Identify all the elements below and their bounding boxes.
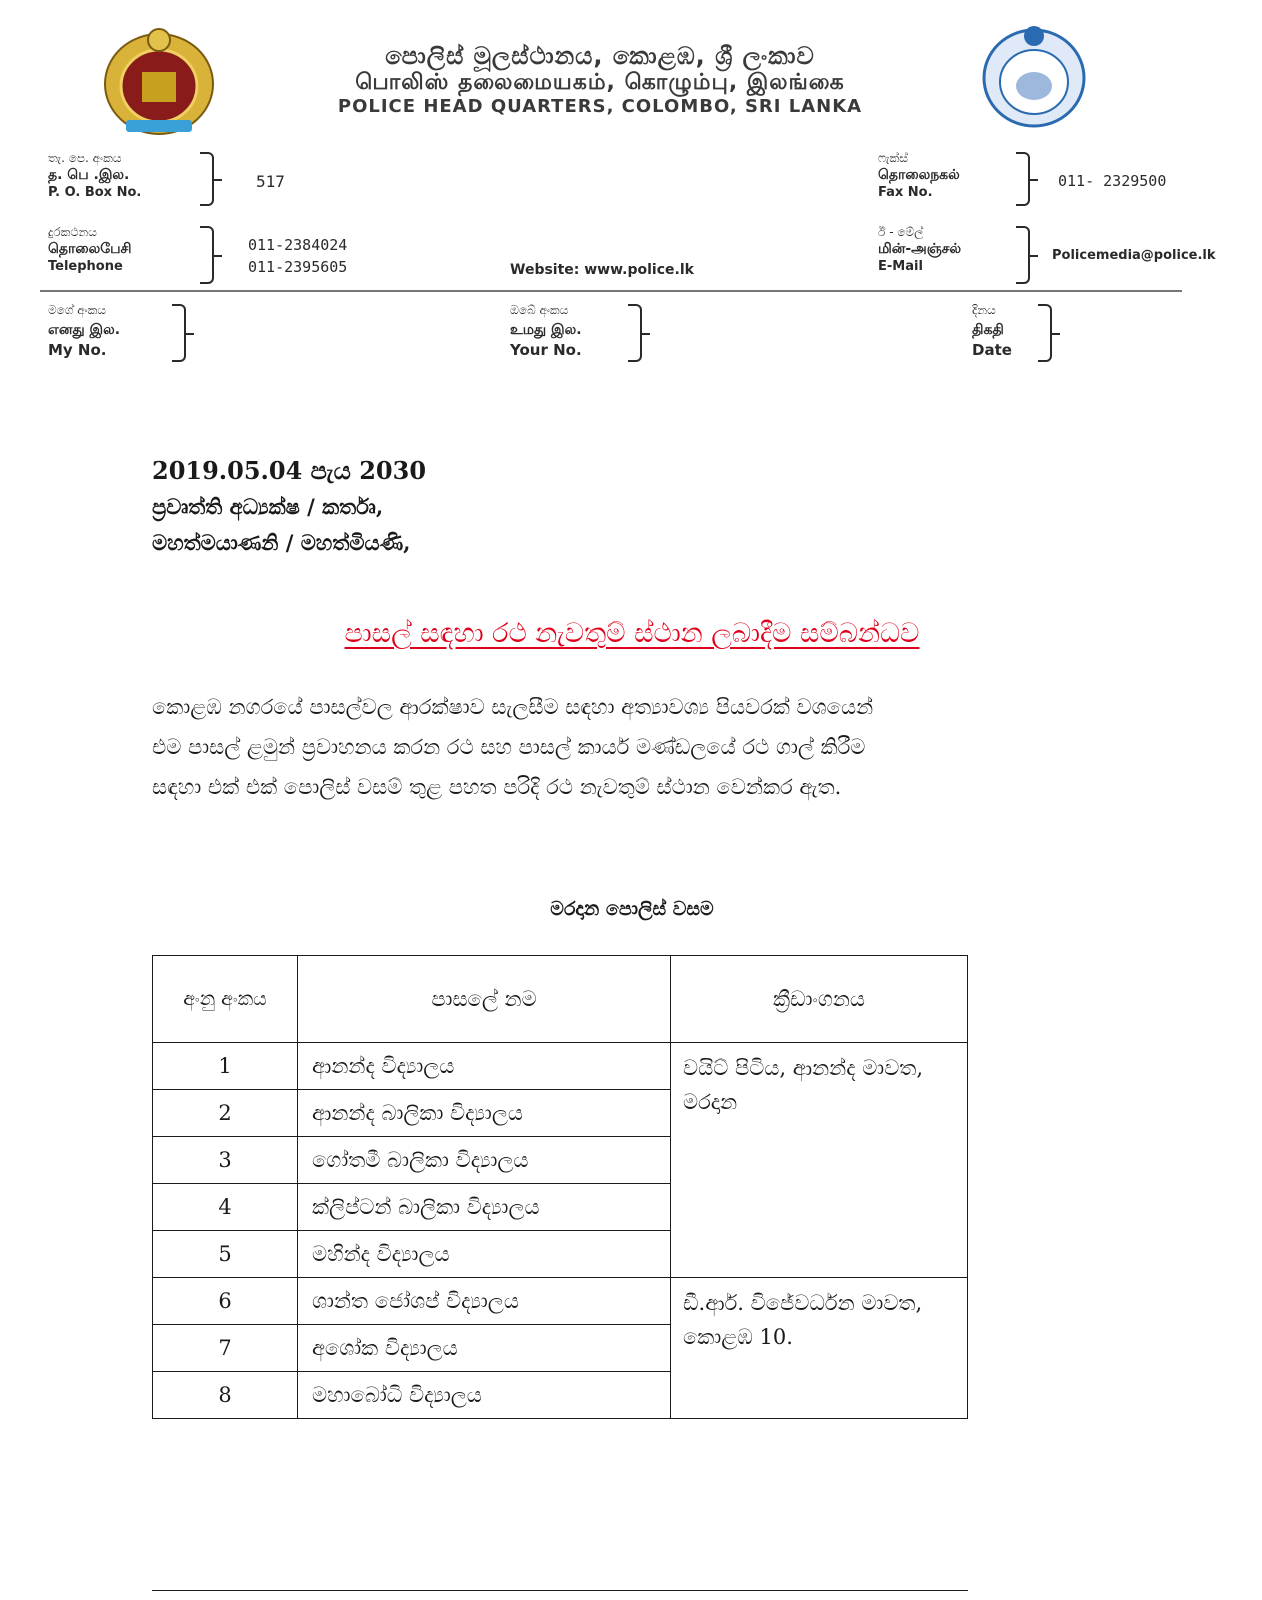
po-box-value: 517 — [256, 172, 285, 191]
row-school-name: ආනන්ද විද්‍යාලය — [298, 1043, 671, 1090]
row-school-name: මහින්ද විද්‍යාලය — [298, 1231, 671, 1278]
parking-locations-table — [152, 955, 968, 1419]
telephone-value-1: 011-2384024 — [248, 236, 348, 254]
footer-rule — [152, 1590, 968, 1591]
police-crest-logo — [100, 26, 218, 136]
your-no-label: ඔබේ අංකය உமது இல. Your No. — [510, 303, 582, 359]
row-number: 8 — [153, 1372, 298, 1419]
header-school-name: පාසලේ නම — [298, 956, 671, 1043]
letterhead-divider — [40, 290, 1182, 292]
header-ground: ක්‍රීඩාංගනය — [671, 956, 968, 1043]
row-school-name: මහාබෝධි විද්‍යාලය — [298, 1372, 671, 1419]
table-header-row — [153, 956, 968, 1043]
subject-heading: පාසල් සඳහා රථ නැවතුම් ස්ථාන ලබාදීම සම්බන්ධව — [344, 618, 920, 649]
letterhead-title-english: POLICE HEAD QUARTERS, COLOMBO, SRI LANKA — [337, 96, 863, 117]
police-emblem-blue-logo — [978, 22, 1090, 132]
dateline: 2019.05.04 පැය 2030 — [152, 456, 427, 485]
letterhead-title-tamil: பொலிஸ் தலைமையகம், கொழும்பு, இலங்கை — [355, 70, 845, 95]
row-school-name: ගෝතමී බාලිකා විද්‍යාලය — [298, 1137, 671, 1184]
email-value: Policemedia@police.lk — [1052, 248, 1216, 263]
my-no-label: මගේ අංකය எனது இல. My No. — [48, 303, 121, 359]
po-box-brace — [200, 152, 214, 206]
row-number: 6 — [153, 1278, 298, 1325]
website-text: Website: www.police.lk — [510, 262, 694, 278]
salutation: මහත්මයාණනි / මහත්මියණි, — [152, 530, 411, 555]
row-number: 4 — [153, 1184, 298, 1231]
table-row — [153, 1043, 968, 1090]
header-number: අංනු අංකය — [153, 956, 298, 1043]
ground-cell-1: වයිට් පිටිය, ආනන්ද මාවත, මරදාන — [671, 1043, 968, 1278]
row-number: 5 — [153, 1231, 298, 1278]
email-brace — [1016, 226, 1030, 284]
email-label: ඊ - මේල් மின்-அஞ்சல் E-Mail — [878, 225, 962, 274]
body-paragraph-line-3: සඳහා එක් එක් පොලිස් වසම් තුළ පහත පරිදි රථ නැවතුම් ස්ථාන වෙන්කර ඇත. — [152, 775, 842, 799]
table-row — [153, 1278, 968, 1325]
fax-brace — [1016, 152, 1030, 206]
row-school-name: ක්ලිප්ටන් බාලිකා විද්‍යාලය — [298, 1184, 671, 1231]
telephone-brace — [200, 226, 214, 284]
fax-label: ෆැක්ස් தொலைநகல் Fax No. — [878, 151, 960, 200]
row-school-name: අශෝක විද්‍යාලය — [298, 1325, 671, 1372]
date-brace — [1038, 304, 1052, 362]
ground-cell-2: ඩී.ආර්. විජේවර්ධන මාවත, කොළඹ 10. — [671, 1278, 968, 1419]
letterhead-title-sinhala: පොලිස් මූලස්ථානය, කොළඹ, ශ්‍රී ලංකාව — [385, 42, 815, 70]
row-number: 1 — [153, 1043, 298, 1090]
row-number: 7 — [153, 1325, 298, 1372]
row-number: 3 — [153, 1137, 298, 1184]
row-number: 2 — [153, 1090, 298, 1137]
po-box-label: තැ. පෙ. අංකය த. பெ .இல. P. O. Box No. — [48, 151, 142, 200]
your-no-brace — [628, 304, 642, 362]
row-school-name: ශාන්ත ජෝශප් විද්‍යාලය — [298, 1278, 671, 1325]
my-no-brace — [172, 304, 186, 362]
telephone-label: දුරකථනය தொலைபேசி Telephone — [48, 225, 132, 274]
row-school-name: ආනන්ද බාලිකා විද්‍යාලය — [298, 1090, 671, 1137]
body-paragraph-line-2: එම පාසල් ළමුන් ප්‍රවාහනය කරන රථ සහ පාසල් කාර්ය මණ්ඩලයේ රථ ගාල් කිරීම — [152, 735, 866, 759]
telephone-value-2: 011-2395605 — [248, 258, 348, 276]
date-label: දිනය திகதி Date — [972, 303, 1012, 359]
body-paragraph-line-1: කොළඹ නගරයේ පාසල්වල ආරක්ෂාව සැලසීම සඳහා අත්‍යාවශ්‍ය පියවරක් වශයෙන් — [152, 695, 874, 719]
fax-value: 011- 2329500 — [1058, 172, 1167, 190]
addressee-line: ප්‍රවෘත්ති අධ්‍යක්ෂ / කර්තෘ, — [152, 494, 384, 519]
section-title: මරදාන පොලිස් වසම — [550, 898, 714, 920]
